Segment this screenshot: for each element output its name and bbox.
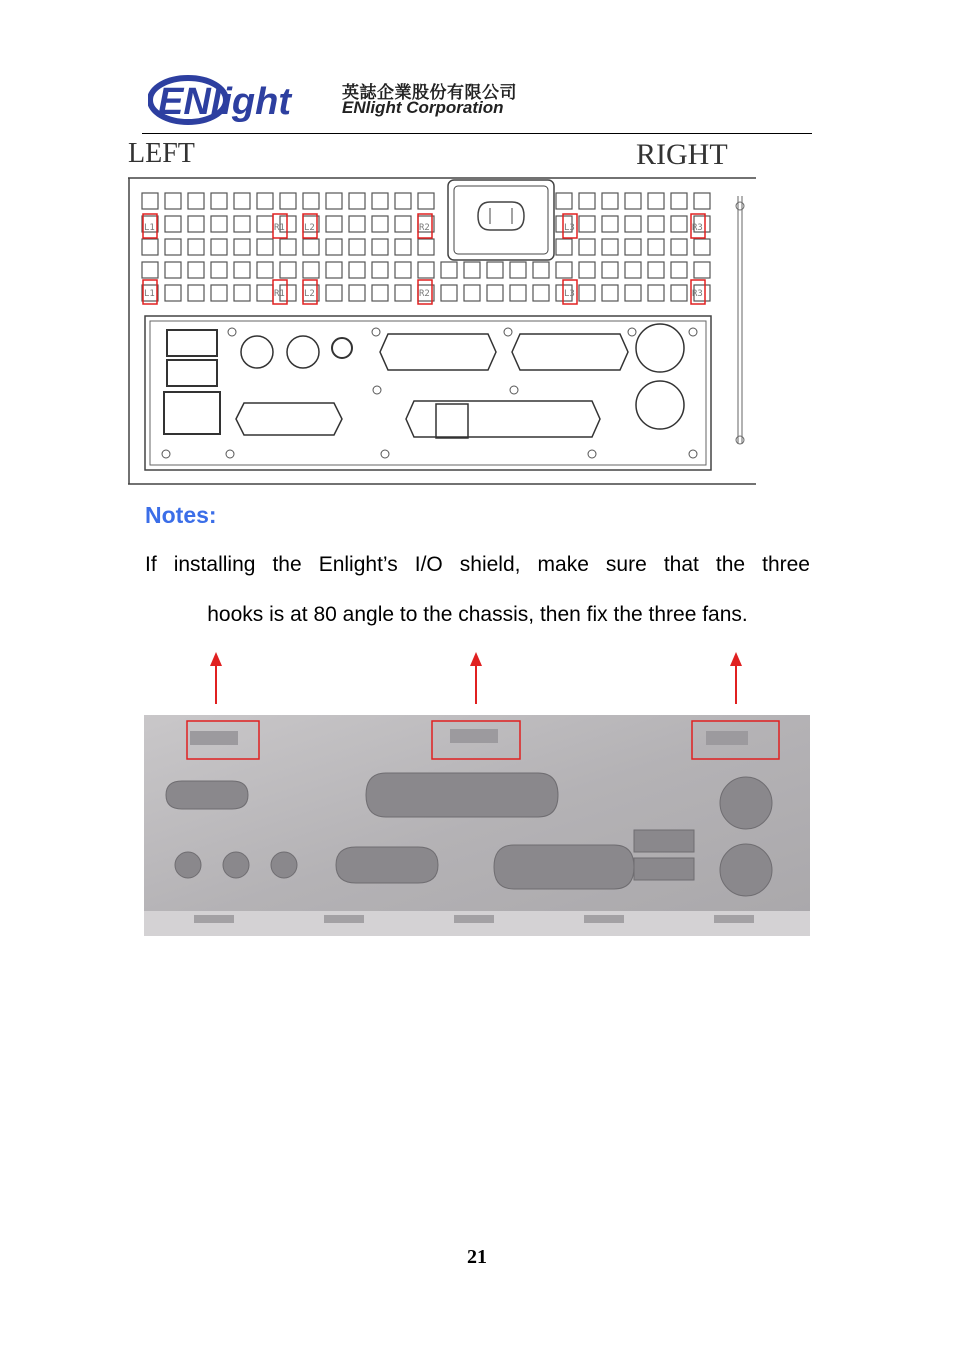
vent-hole [464,285,480,301]
notes-text-line-1: If installing the Enlight’s I/O shield, make sure that the three [145,553,810,576]
vent-hole [671,285,687,301]
vent-hole [648,193,664,209]
arrow-up-icon [210,652,222,704]
left-label: LEFT [128,138,195,169]
vent-hole [349,239,365,255]
vent-hole [234,262,250,278]
notes-text-line-2: hooks is at 80 angle to the chassis, then fix the three fans. [207,603,748,626]
vent-hole [694,262,710,278]
vent-hole [418,239,434,255]
hole-label: L3 [564,223,575,233]
vent-hole [372,262,388,278]
vent-hole [510,285,526,301]
hole-label: R3 [692,223,703,233]
arrow-up-icon [730,652,742,704]
vent-hole [602,239,618,255]
vent-hole [579,262,595,278]
vent-hole [280,239,296,255]
vent-hole [326,193,342,209]
vent-hole [556,239,572,255]
vent-hole [464,262,480,278]
vent-hole [625,262,641,278]
hole-label: R1 [274,223,285,233]
vent-hole [625,285,641,301]
vent-hole [280,262,296,278]
vent-hole [395,216,411,232]
hook-arrows [144,650,810,710]
vent-hole [257,239,273,255]
hole-label: R3 [692,289,703,299]
vent-hole [579,239,595,255]
vent-hole [188,239,204,255]
vent-hole [556,262,572,278]
vent-hole [326,285,342,301]
vent-hole [211,216,227,232]
arrow-up-icon [470,652,482,704]
vent-hole [625,193,641,209]
vent-hole [418,193,434,209]
page-number: 21 [467,1246,487,1268]
vent-hole [188,193,204,209]
company-name-en: ENlight Corporation [342,98,504,117]
vent-hole [395,193,411,209]
vent-hole [349,285,365,301]
vent-hole [326,239,342,255]
vent-hole [395,262,411,278]
logo-text: ENlight [158,81,291,123]
vent-hole [694,193,710,209]
vent-hole [487,262,503,278]
vent-hole [280,193,296,209]
vent-hole [188,262,204,278]
hole-label: R2 [419,223,430,233]
vent-hole [671,193,687,209]
vent-hole [234,239,250,255]
vent-hole [234,216,250,232]
vent-hole [349,216,365,232]
vent-hole [257,193,273,209]
vent-hole [165,216,181,232]
vent-hole [142,262,158,278]
vent-hole [303,193,319,209]
vent-hole [671,239,687,255]
vent-hole [349,193,365,209]
vent-hole [326,262,342,278]
vent-hole [395,239,411,255]
vent-hole [648,216,664,232]
vent-hole [602,193,618,209]
vent-hole [395,285,411,301]
enlight-logo [148,72,318,128]
vent-hole [142,193,158,209]
hole-label: L2 [304,223,315,233]
vent-hole [257,262,273,278]
io-shield-drawing [145,316,711,470]
vent-hole [326,216,342,232]
vent-hole [211,193,227,209]
vent-hole [257,285,273,301]
vent-hole [556,193,572,209]
company-name-cn: 英誌企業股份有限公司 [342,83,517,103]
vent-hole [579,193,595,209]
vent-hole [142,239,158,255]
vent-hole [188,285,204,301]
vent-hole [625,239,641,255]
vent-hole [648,262,664,278]
vent-hole [188,216,204,232]
hole-label: L3 [564,289,575,299]
vent-grid [142,193,710,301]
vent-hole [648,239,664,255]
hole-label: R1 [274,289,285,299]
right-label: RIGHT [636,138,728,171]
vent-hole [165,262,181,278]
vent-hole [211,239,227,255]
vent-hole [694,239,710,255]
vent-hole [533,262,549,278]
vent-hole [165,193,181,209]
vent-hole [671,216,687,232]
vent-hole [211,262,227,278]
vent-hole [602,285,618,301]
vent-hole [625,216,641,232]
hole-label: L2 [304,289,315,299]
vent-hole [441,285,457,301]
vent-hole [533,285,549,301]
vent-hole [234,285,250,301]
latch [448,180,554,260]
vent-hole [372,239,388,255]
vent-hole [579,285,595,301]
vent-hole [671,262,687,278]
vent-hole [165,239,181,255]
vent-hole [372,216,388,232]
vent-hole [372,285,388,301]
vent-hole [648,285,664,301]
vent-hole [211,285,227,301]
vent-hole [234,193,250,209]
vent-hole [257,216,273,232]
notes-title: Notes: [145,502,217,528]
rear-panel-diagram [128,134,758,486]
vent-hole [303,262,319,278]
vent-hole [487,285,503,301]
hole-label: R2 [419,289,430,299]
vent-hole [441,262,457,278]
io-shield-photo [144,715,810,936]
vent-hole [602,262,618,278]
vent-hole [349,262,365,278]
hole-label: L1 [144,223,155,233]
vent-hole [303,239,319,255]
vent-hole [165,285,181,301]
vent-hole [510,262,526,278]
hole-label: L1 [144,289,155,299]
vent-hole [602,216,618,232]
vent-hole [418,262,434,278]
vent-hole [579,216,595,232]
vent-hole [372,193,388,209]
